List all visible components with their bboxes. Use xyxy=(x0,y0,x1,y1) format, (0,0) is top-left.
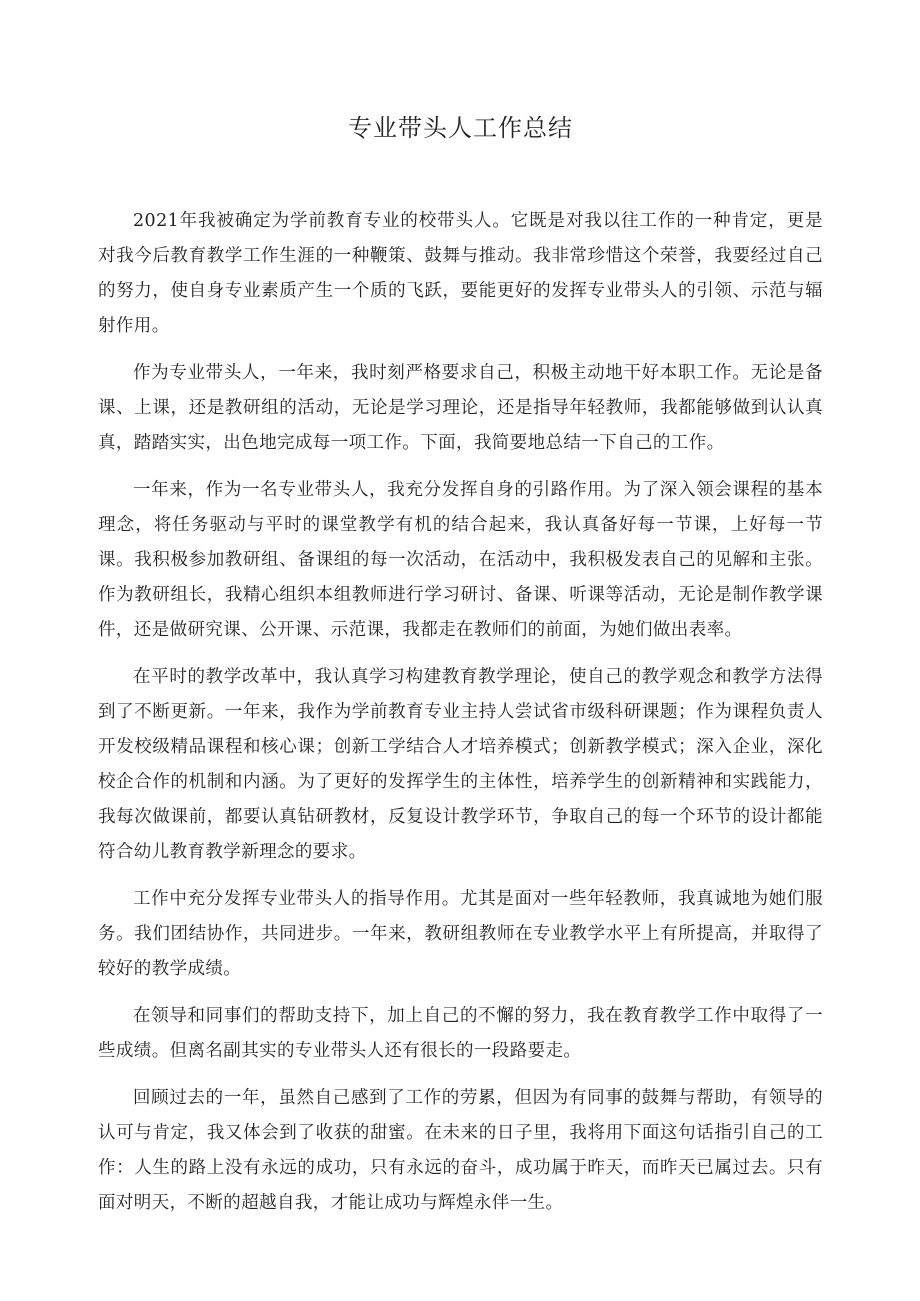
body-paragraph: 一年来，作为一名专业带头人，我充分发挥自身的引路作用。为了深入领会课程的基本理念，将任务驱动与平时的课堂教学有机的结合起来，我认真备好每一节课，上好每一节课。我积极参加教研组、备课组的每一次活动，在活动中，我积极发表自己的见解和主张。作为教研组长，我精心组织本组教师进行学习研讨、备课、听课等活动，无论是制作教学课件，还是做研究课、公开课、示范课，我都走在教师们的前面，为她们做出表率。 xyxy=(98,480,823,640)
body-paragraph: 工作中充分发挥专业带头人的指导作用。尤其是面对一些年轻教师，我真诚地为她们服务。我们团结协作，共同进步。一年来，教研组教师在专业教学水平上有所提高，并取得了较好的教学成绩。 xyxy=(98,889,823,979)
body-paragraph: 在领导和同事们的帮助支持下，加上自己的不懈的努力，我在教育教学工作中取得了一些成绩。但离名副其实的专业带头人还有很长的一段路要走。 xyxy=(98,1006,823,1061)
document-body xyxy=(98,204,823,1221)
body-paragraph: 在平时的教学改革中，我认真学习构建教育教学理论，使自己的教学观念和教学方法得到了不断更新。一年来，我作为学前教育专业主持人尝试省市级科研课题；作为课程负责人开发校级精品课程和核心课；创新工学结合人才培养模式；创新教学模式；深入企业，深化校企合作的机制和内涵。为了更好的发挥学生的主体性，培养学生的创新精神和实践能力，我每次做课前，都要认真钻研教材，反复设计教学环节，争取自己的每一个环节的设计都能符合幼儿教育教学新理念的要求。 xyxy=(98,667,823,862)
body-paragraph: 作为专业带头人，一年来，我时刻严格要求自己，积极主动地干好本职工作。无论是备课、上课，还是教研组的活动，无论是学习理论，还是指导年轻教师，我都能够做到认认真真，踏踏实实，出色地完成每一项工作。下面，我简要地总结一下自己的工作。 xyxy=(98,363,823,453)
body-paragraph: 2021年我被确定为学前教育专业的校带头人。它既是对我以往工作的一种肯定，更是对我今后教育教学工作生涯的一种鞭策、鼓舞与推动。我非常珍惜这个荣誉，我要经过自己的努力，使自身专业素质产生一个质的飞跃，要能更好的发挥专业带头人的引领、示范与辐射作用。 xyxy=(98,211,823,336)
body-paragraph: 回顾过去的一年，虽然自己感到了工作的劳累，但因为有同事的鼓舞与帮助，有领导的认可与肯定，我又体会到了收获的甜蜜。在未来的日子里，我将用下面这句话指引自己的工作：人生的路上没有永远的成功，只有永远的奋斗，成功属于昨天，而昨天已属过去。只有面对明天，不断的超越自我，才能让成功与辉煌永伴一生。 xyxy=(98,1088,823,1213)
document-title: 专业带头人工作总结 xyxy=(348,114,573,142)
